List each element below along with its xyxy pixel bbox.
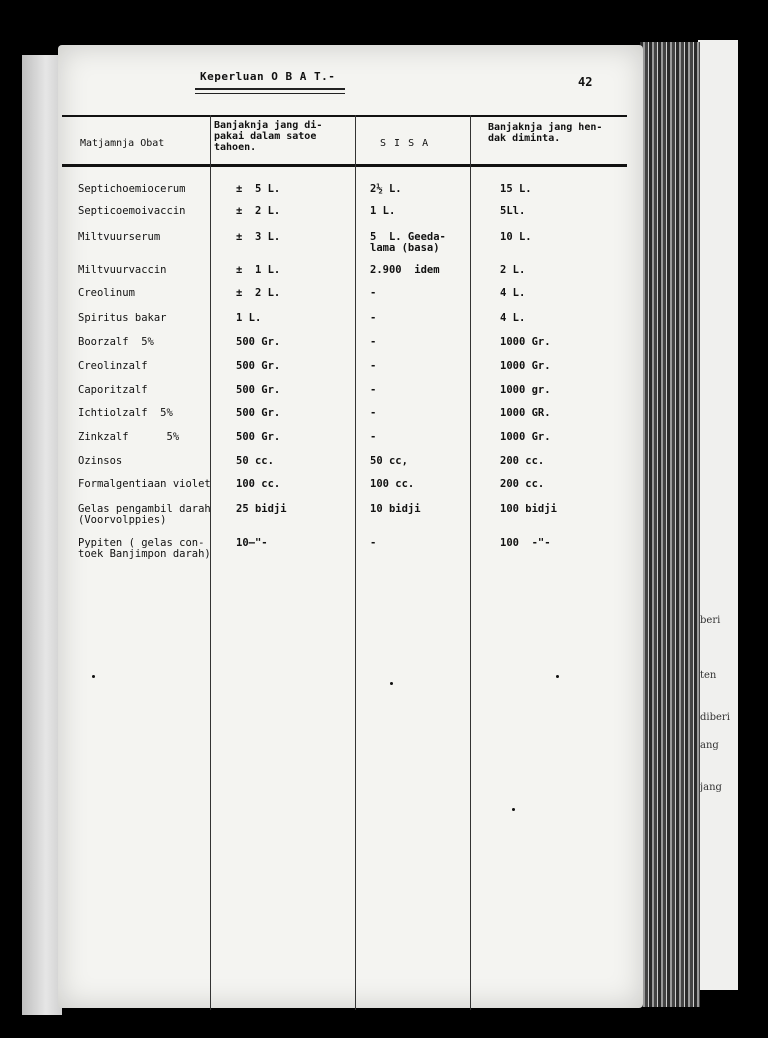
row-used-amount: ± 2 L. [236, 287, 281, 299]
row-used-amount: 500 Gr. [236, 431, 281, 443]
row-remaining: 2.900 idem [370, 264, 440, 276]
row-medicine-name: Formalgentiaan violet [78, 478, 211, 490]
row-remaining: 5 L. Geeda- lama (basa) [370, 231, 446, 254]
ink-speck [92, 675, 95, 678]
row-remaining: - [370, 537, 377, 549]
row-used-amount: 500 Gr. [236, 384, 281, 396]
row-medicine-name: Zinkzalf 5% [78, 431, 180, 443]
row-requested: 100 -"- [500, 537, 551, 549]
row-medicine-name: Septichoemiocerum [78, 183, 186, 195]
row-medicine-name: Ozinsos [78, 455, 123, 467]
ink-speck [556, 675, 559, 678]
row-requested: 1000 gr. [500, 384, 551, 396]
row-remaining: - [370, 384, 377, 396]
row-requested: 5Ll. [500, 205, 526, 217]
row-medicine-name: Gelas pengambil darah (Voorvolppies) [78, 503, 211, 526]
row-used-amount: 500 Gr. [236, 336, 281, 348]
row-requested: 1000 GR. [500, 407, 551, 419]
row-used-amount: 500 Gr. [236, 360, 281, 372]
column-divider [470, 115, 471, 1010]
row-remaining: 10 bidji [370, 503, 421, 515]
row-remaining: 1 L. [370, 205, 396, 217]
row-requested: 1000 Gr. [500, 431, 551, 443]
row-remaining: - [370, 336, 377, 348]
title-underline [195, 88, 345, 90]
page-title: Keperluan O B A T.- [200, 70, 336, 83]
back-page [698, 40, 738, 990]
row-used-amount: ± 5 L. [236, 183, 281, 195]
row-requested: 1000 Gr. [500, 336, 551, 348]
row-remaining: - [370, 287, 377, 299]
row-used-amount: 100 cc. [236, 478, 281, 490]
book-spine [640, 42, 700, 1007]
column-header-request: Banjaknja jang hen- dak diminta. [488, 122, 603, 144]
row-medicine-name: Miltvuurserum [78, 231, 161, 243]
row-used-amount: ± 1 L. [236, 264, 281, 276]
row-used-amount: 10—"- [236, 537, 268, 549]
row-requested: 200 cc. [500, 455, 545, 467]
row-requested: 200 cc. [500, 478, 545, 490]
row-remaining: 2½ L. [370, 183, 402, 195]
row-requested: 100 bidji [500, 503, 557, 515]
adjacent-page-edge [22, 55, 62, 1015]
row-used-amount: 50 cc. [236, 455, 274, 467]
ink-speck [512, 808, 515, 811]
row-remaining: - [370, 312, 377, 324]
row-remaining: 50 cc, [370, 455, 408, 467]
row-medicine-name: Miltvuurvaccin [78, 264, 167, 276]
table-header-rule [62, 164, 627, 167]
back-page-fragment: jang [700, 782, 722, 793]
ink-speck [390, 682, 393, 685]
column-header-name: Matjamnja Obat [80, 138, 165, 149]
column-divider [210, 115, 211, 1010]
row-remaining: 100 cc. [370, 478, 415, 490]
row-requested: 4 L. [500, 312, 526, 324]
row-medicine-name: Creolinzalf [78, 360, 148, 372]
row-used-amount: 500 Gr. [236, 407, 281, 419]
row-remaining: - [370, 431, 377, 443]
row-medicine-name: Spiritus bakar [78, 312, 167, 324]
back-page-fragment: beri [700, 615, 721, 626]
row-medicine-name: Pypiten ( gelas con- toek Banjimpon darah) [78, 537, 211, 560]
row-medicine-name: Septicoemoivaccin [78, 205, 186, 217]
row-used-amount: 1 L. [236, 312, 262, 324]
row-requested: 2 L. [500, 264, 526, 276]
column-header-sisa: S I S A [380, 138, 430, 149]
page-number: 42 [578, 75, 593, 89]
row-requested: 15 L. [500, 183, 532, 195]
back-page-fragment: ang [700, 740, 719, 751]
row-medicine-name: Ichtiolzalf 5% [78, 407, 173, 419]
row-medicine-name: Creolinum [78, 287, 135, 299]
title-underline [195, 93, 345, 94]
row-requested: 1000 Gr. [500, 360, 551, 372]
row-medicine-name: Boorzalf 5% [78, 336, 154, 348]
back-page-fragment: diberi [700, 712, 730, 723]
row-requested: 4 L. [500, 287, 526, 299]
back-page-fragment: ten [700, 670, 717, 681]
row-used-amount: 25 bidji [236, 503, 287, 515]
row-used-amount: ± 3 L. [236, 231, 281, 243]
row-remaining: - [370, 360, 377, 372]
column-divider [355, 115, 356, 1010]
row-used-amount: ± 2 L. [236, 205, 281, 217]
row-remaining: - [370, 407, 377, 419]
row-requested: 10 L. [500, 231, 532, 243]
table-top-rule [62, 115, 627, 117]
column-header-used: Banjaknja jang di- pakai dalam satoe tahoen. [214, 120, 323, 153]
row-medicine-name: Caporitzalf [78, 384, 148, 396]
